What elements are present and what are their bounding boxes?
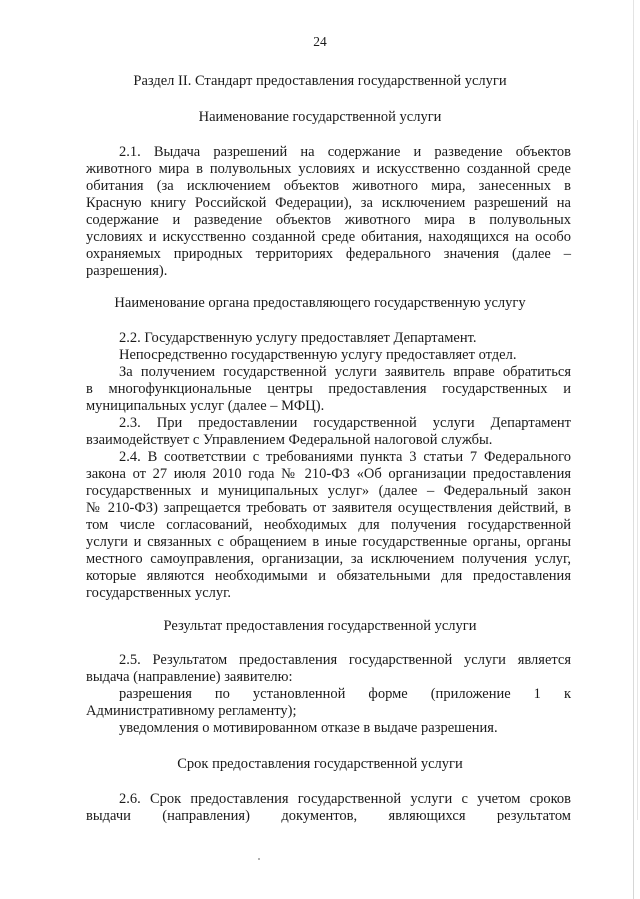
paragraph-line: Непосредственно государственную услугу предоставляет отдел. [119, 347, 517, 363]
paragraph-line: услуги и связанных с обращением в иные государственные органы, органы [86, 534, 571, 550]
paragraph-line: в многофункциональные центры предоставления государственных и [86, 381, 571, 397]
paragraph-2-4 [86, 449, 571, 602]
paragraph-line: № 210-ФЗ) запрещается требовать от заявителя осуществления действий, в [86, 500, 571, 516]
paragraph-mfc [86, 364, 571, 415]
paragraph-line: 2.3. При предоставлении государственной услуги Департамент [119, 415, 571, 431]
paragraph-line: местного самоуправления, организации, за исключением получения услуг, [86, 551, 571, 567]
page-number: 24 [313, 34, 327, 49]
heading-result: Результат предоставления государственной услуги [163, 618, 477, 634]
heading-service-name: Наименование государственной услуги [198, 109, 442, 125]
paragraph-line: выдача (направление) заявителю: [86, 669, 293, 685]
paragraph-permit-form [86, 686, 571, 720]
paragraph-line: 2.2. Государственную услугу предоставляет Департамент. [119, 330, 477, 346]
paragraph-line: государственных услуг. [86, 585, 232, 601]
heading-term: Срок предоставления государственной услуги [177, 756, 463, 772]
paragraph-line: содержание и разведение объектов животного мира в полувольных [86, 212, 571, 228]
paragraph-line: 2.5. Результатом предоставления государственной услуги является [119, 652, 571, 668]
paragraph-line: Административному регламенту); [86, 703, 297, 719]
paragraph-line: обитания (за исключением объектов животного мира, занесенных в [86, 178, 571, 194]
heading-authority-name: Наименование органа предоставляющего государственную услугу [114, 295, 526, 311]
paragraph-line: 2.1. Выдача разрешений на содержание и разведение объектов [119, 144, 571, 160]
paragraph-line: закона от 27 июля 2010 года № 210-ФЗ «Об организации предоставления [86, 466, 571, 482]
paragraph-line: животного мира в полувольных условиях и искусственно созданной среде [86, 161, 571, 177]
paragraph-line: За получением государственной услуги заявитель вправе обратиться [119, 364, 571, 380]
paragraph-2-5 [86, 652, 571, 686]
paragraph-line: которые являются необходимыми и обязательными для предоставления [86, 568, 571, 584]
paragraph-line: государственных и муниципальных услуг» (далее – Федеральный закон [86, 483, 571, 499]
paragraph-line: охраняемых природных территориях федерального значения (далее – [86, 246, 571, 262]
paragraph-2-2 [86, 330, 571, 347]
paragraph-line: Красную книгу Российской Федерации), за исключением разрешений на [86, 195, 571, 211]
paragraph-line: 2.6. Срок предоставления государственной услуги с учетом сроков [119, 791, 571, 807]
paragraph-refusal [86, 720, 571, 737]
paragraph-line: 2.4. В соответствии с требованиями пункта 3 статьи 7 Федерального [119, 449, 571, 465]
paragraph-line: разрешения по установленной форме (приложение 1 к [119, 686, 571, 702]
paragraph-line: взаимодействует с Управлением Федеральной налоговой службы. [86, 432, 493, 448]
paragraph-line: уведомления о мотивированном отказе в выдаче разрешения. [119, 720, 498, 736]
section-title: Раздел II. Стандарт предоставления государственной услуги [133, 73, 507, 89]
paragraph-line: разрешения). [86, 263, 168, 279]
paragraph-line: условиях и искусственно созданной среде обитания, находящихся на особо [86, 229, 571, 245]
paragraph-line: том числе согласований, необходимых для получения государственной [86, 517, 571, 533]
scan-speck [258, 858, 260, 860]
paragraph-direct-provider [86, 347, 571, 364]
paragraph-line: муниципальных услуг (далее – МФЦ). [86, 398, 325, 414]
paragraph-2-3 [86, 415, 571, 449]
paragraph-2-6 [86, 791, 571, 825]
scan-edge-shadow [637, 120, 638, 820]
paragraph-line: выдачи (направления) документов, являющихся результатом [86, 808, 571, 824]
paragraph-2-1 [86, 144, 571, 280]
